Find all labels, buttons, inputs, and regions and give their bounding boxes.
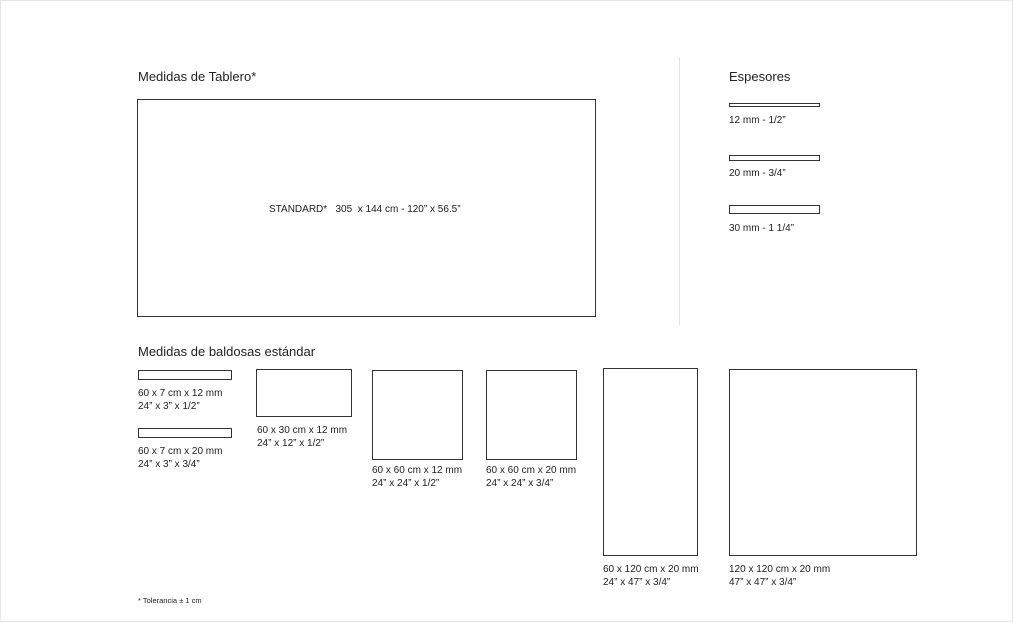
tile-metric: 60 x 7 cm x 20 mm	[138, 446, 223, 457]
tile-metric: 120 x 120 cm x 20 mm	[729, 564, 831, 575]
tile-metric: 60 x 60 cm x 20 mm	[486, 465, 577, 476]
tile-60x7-12mm-caption	[138, 387, 222, 413]
tile-60x30-caption	[257, 424, 347, 450]
tile-60x60-20mm-shape	[486, 370, 577, 460]
tile-metric: 60 x 120 cm x 20 mm	[603, 564, 699, 575]
tile-60x7-20mm-caption	[138, 445, 222, 471]
tile-60x120-caption	[603, 563, 699, 589]
tile-metric: 60 x 60 cm x 12 mm	[372, 465, 463, 476]
tile-imperial: 24” x 24” x 1/2”	[372, 478, 440, 489]
slab-title: Medidas de Tablero*	[138, 69, 257, 84]
tile-60x60-12mm-caption	[372, 464, 462, 490]
tile-metric: 60 x 30 cm x 12 mm	[257, 425, 348, 436]
tile-60x30-shape	[256, 369, 352, 417]
tile-imperial: 24” x 24” x 3/4”	[486, 478, 554, 489]
tolerance-footnote: * Tolerancia ± 1 cm	[138, 596, 202, 605]
tile-60x120-shape	[603, 368, 698, 556]
tile-60x60-12mm-shape	[372, 370, 463, 460]
thickness-title: Espesores	[729, 69, 791, 84]
tile-60x60-20mm-caption	[486, 464, 576, 490]
tile-120x120-shape	[729, 369, 917, 556]
tile-metric: 60 x 7 cm x 12 mm	[138, 388, 223, 399]
thickness-12mm-shape	[729, 103, 820, 107]
tile-60x7-20mm-shape	[138, 428, 232, 438]
tile-120x120-caption	[729, 563, 830, 589]
tiles-title: Medidas de baldosas estándar	[138, 344, 316, 359]
section-divider	[679, 57, 680, 325]
tile-imperial: 24” x 3” x 3/4”	[138, 459, 200, 470]
tile-imperial: 24” x 3” x 1/2”	[138, 401, 200, 412]
thickness-30mm-shape	[729, 205, 820, 214]
tile-imperial: 47” x 47” x 3/4”	[729, 577, 797, 588]
tile-imperial: 24” x 47” x 3/4”	[603, 577, 671, 588]
slab-standard-label: STANDARD* 305 x 144 cm - 120” x 56.5”	[269, 204, 461, 215]
thickness-30mm-label: 30 mm - 1 1/4”	[729, 223, 795, 234]
thickness-20mm-shape	[729, 155, 820, 161]
tile-imperial: 24” x 12” x 1/2”	[257, 438, 325, 449]
tile-60x7-12mm-shape	[138, 370, 232, 380]
thickness-20mm-label: 20 mm - 3/4”	[729, 168, 786, 179]
thickness-12mm-label: 12 mm - 1/2”	[729, 115, 786, 126]
